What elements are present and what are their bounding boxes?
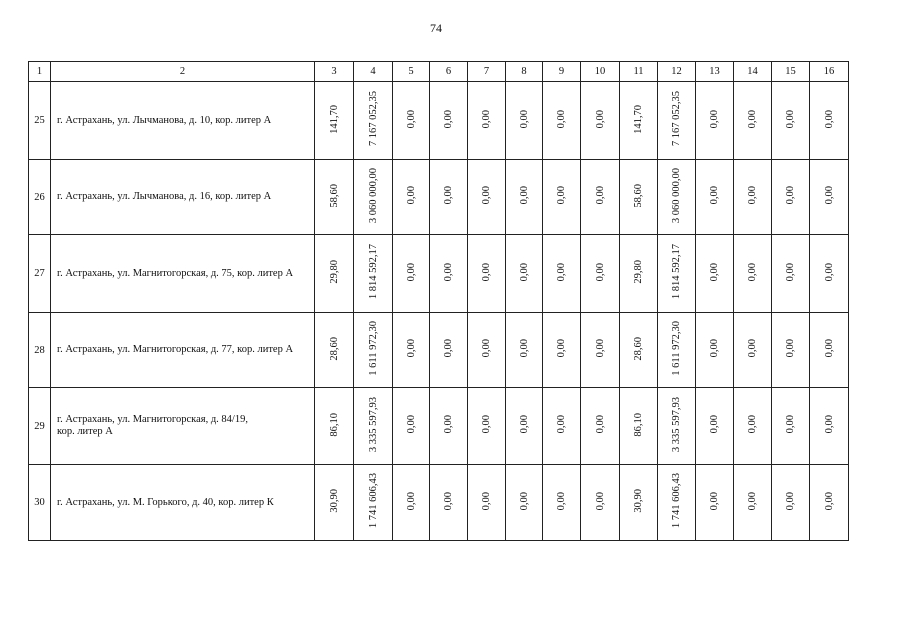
value-cell: [354, 235, 393, 313]
row-number: 30: [29, 465, 51, 541]
value-text: 0,00: [556, 491, 567, 511]
value-text: 86,10: [633, 412, 644, 437]
value-cell: [581, 82, 620, 160]
value-text: 0,00: [481, 186, 492, 205]
value-cell: [772, 235, 810, 313]
value-cell: [658, 313, 696, 388]
value-text: 3 335 597,93: [671, 396, 682, 453]
value-cell: [810, 82, 849, 160]
value-text: 0,00: [556, 109, 567, 129]
value-text: 7 167 052,35: [671, 91, 682, 147]
page-number: 74: [430, 21, 442, 35]
value-text: 29,80: [633, 260, 644, 284]
table-row: [29, 313, 849, 388]
value-text: 0,00: [747, 109, 758, 129]
value-cell: [430, 235, 468, 313]
value-cell: [468, 235, 506, 313]
value-cell: [581, 465, 620, 541]
value-text: 0,00: [709, 262, 720, 282]
data-table: [28, 61, 849, 541]
value-cell: [658, 388, 696, 465]
value-cell: [315, 235, 354, 313]
value-cell: [543, 388, 581, 465]
value-cell: [430, 388, 468, 465]
value-text: 0,00: [518, 262, 530, 282]
value-cell: [506, 388, 543, 465]
value-cell: [696, 82, 734, 160]
column-header-10: 10: [581, 62, 620, 82]
value-cell: [581, 313, 620, 388]
value-cell: [734, 160, 772, 235]
value-cell: [620, 388, 658, 465]
column-header-14: 14: [734, 62, 772, 82]
row-number: 27: [29, 235, 51, 313]
value-text: 3 060 000,00: [671, 167, 682, 224]
value-cell: [810, 388, 849, 465]
value-text: 0,00: [823, 109, 835, 129]
value-cell: [315, 388, 354, 465]
value-text: 30,90: [328, 489, 340, 513]
value-text: 0,00: [823, 339, 835, 358]
value-cell: [506, 313, 543, 388]
table-row: [29, 465, 849, 541]
value-cell: [810, 235, 849, 313]
value-text: 0,00: [518, 186, 530, 205]
value-cell: [506, 160, 543, 235]
address-cell: г. Астрахань, ул. Магнитогорская, д. 75, кор. литер А: [51, 235, 315, 313]
column-header-13: 13: [696, 62, 734, 82]
value-text: 0,00: [594, 415, 606, 434]
value-cell: [315, 465, 354, 541]
value-text: 0,00: [405, 415, 417, 434]
value-cell: [354, 313, 393, 388]
address-cell: г. Астрахань, ул. Магнитогорская, д. 77, кор. литер А: [51, 313, 315, 388]
value-cell: [393, 235, 430, 313]
value-cell: [734, 465, 772, 541]
value-text: 0,00: [556, 339, 567, 358]
column-header-5: 5: [393, 62, 430, 82]
value-cell: [620, 82, 658, 160]
value-cell: [772, 313, 810, 388]
value-cell: [468, 82, 506, 160]
value-text: 0,00: [747, 262, 758, 282]
value-cell: [658, 235, 696, 313]
value-cell: [468, 313, 506, 388]
value-text: 0,00: [518, 491, 530, 511]
table-row: [29, 160, 849, 235]
column-header-8: 8: [506, 62, 543, 82]
value-cell: [430, 160, 468, 235]
column-header-6: 6: [430, 62, 468, 82]
value-text: 3 335 597,93: [367, 396, 379, 453]
value-cell: [696, 160, 734, 235]
table-row: [29, 82, 849, 160]
value-cell: [393, 160, 430, 235]
value-text: 1 611 972,30: [367, 321, 379, 376]
column-header-11: 11: [620, 62, 658, 82]
value-text: 0,00: [823, 186, 835, 205]
value-text: 0,00: [709, 186, 720, 205]
value-cell: [620, 465, 658, 541]
value-text: 0,00: [785, 262, 796, 282]
value-text: 58,60: [633, 183, 644, 208]
value-text: 0,00: [481, 339, 492, 358]
value-text: 0,00: [823, 415, 835, 434]
value-cell: [543, 313, 581, 388]
value-cell: [810, 160, 849, 235]
value-cell: [810, 465, 849, 541]
value-text: 0,00: [785, 186, 796, 205]
value-text: 0,00: [443, 339, 454, 358]
value-text: 0,00: [405, 262, 417, 282]
value-text: 0,00: [443, 186, 454, 205]
value-cell: [354, 465, 393, 541]
value-text: 0,00: [481, 262, 492, 282]
value-cell: [430, 313, 468, 388]
value-cell: [734, 388, 772, 465]
value-text: 0,00: [823, 491, 835, 511]
column-header-3: 3: [315, 62, 354, 82]
value-text: 0,00: [594, 491, 606, 511]
value-cell: [658, 465, 696, 541]
value-text: 0,00: [709, 491, 720, 511]
value-text: 0,00: [518, 109, 530, 129]
value-text: 1 814 592,17: [367, 244, 379, 300]
value-cell: [468, 465, 506, 541]
value-cell: [581, 235, 620, 313]
value-cell: [696, 388, 734, 465]
value-cell: [734, 313, 772, 388]
value-text: 0,00: [785, 109, 796, 129]
value-cell: [543, 465, 581, 541]
value-text: 0,00: [443, 491, 454, 511]
table-row: [29, 235, 849, 313]
value-text: 0,00: [556, 262, 567, 282]
address-cell: г. Астрахань, ул. Магнитогорская, д. 84/19, кор. литер А: [51, 388, 315, 465]
column-header-16: 16: [810, 62, 849, 82]
value-cell: [772, 388, 810, 465]
value-text: 0,00: [747, 415, 758, 434]
value-text: 30,90: [633, 489, 644, 513]
row-number: 29: [29, 388, 51, 465]
value-text: 28,60: [633, 336, 644, 361]
value-text: 0,00: [709, 109, 720, 129]
value-cell: [543, 82, 581, 160]
value-text: 86,10: [328, 412, 340, 437]
value-text: 0,00: [518, 339, 530, 358]
value-text: 1 741 606,43: [671, 473, 682, 529]
value-cell: [810, 313, 849, 388]
column-header-7: 7: [468, 62, 506, 82]
value-text: 0,00: [709, 415, 720, 434]
value-cell: [430, 465, 468, 541]
value-cell: [506, 465, 543, 541]
value-cell: [393, 82, 430, 160]
value-text: 0,00: [747, 186, 758, 205]
value-text: 0,00: [594, 109, 606, 129]
row-number: 26: [29, 160, 51, 235]
value-cell: [543, 235, 581, 313]
value-text: 0,00: [823, 262, 835, 282]
value-text: 7 167 052,35: [367, 91, 379, 147]
column-header-4: 4: [354, 62, 393, 82]
value-text: 58,60: [328, 183, 340, 208]
value-cell: [393, 465, 430, 541]
value-cell: [393, 388, 430, 465]
value-cell: [315, 82, 354, 160]
value-cell: [696, 235, 734, 313]
column-header-1: 1: [29, 62, 51, 82]
value-text: 0,00: [747, 491, 758, 511]
value-text: 0,00: [747, 339, 758, 358]
value-text: 0,00: [405, 186, 417, 205]
value-cell: [620, 313, 658, 388]
value-text: 0,00: [594, 186, 606, 205]
value-cell: [506, 235, 543, 313]
value-text: 0,00: [785, 339, 796, 358]
value-cell: [354, 160, 393, 235]
value-cell: [658, 160, 696, 235]
value-cell: [354, 388, 393, 465]
value-cell: [734, 235, 772, 313]
address-cell: г. Астрахань, ул. Лычманова, д. 16, кор. литер А: [51, 160, 315, 235]
row-number: 25: [29, 82, 51, 160]
address-cell: г. Астрахань, ул. М. Горького, д. 40, кор. литер К: [51, 465, 315, 541]
value-text: 1 611 972,30: [671, 321, 682, 376]
column-header-12: 12: [658, 62, 696, 82]
value-cell: [581, 160, 620, 235]
value-cell: [315, 313, 354, 388]
value-text: 0,00: [785, 491, 796, 511]
value-text: 3 060 000,00: [367, 167, 379, 224]
value-text: 0,00: [481, 109, 492, 129]
value-cell: [772, 465, 810, 541]
value-text: 0,00: [709, 339, 720, 358]
value-cell: [620, 235, 658, 313]
column-header-9: 9: [543, 62, 581, 82]
value-cell: [734, 82, 772, 160]
value-cell: [581, 388, 620, 465]
value-text: 141,70: [633, 104, 644, 134]
value-cell: [393, 313, 430, 388]
value-cell: [354, 82, 393, 160]
header-row: [29, 62, 849, 82]
value-cell: [658, 82, 696, 160]
value-text: 0,00: [556, 186, 567, 205]
value-cell: [772, 160, 810, 235]
value-cell: [506, 82, 543, 160]
value-cell: [772, 82, 810, 160]
value-text: 0,00: [443, 262, 454, 282]
value-cell: [315, 160, 354, 235]
value-text: 28,60: [328, 336, 340, 361]
row-number: 28: [29, 313, 51, 388]
value-text: 0,00: [405, 339, 417, 358]
value-text: 1 741 606,43: [367, 473, 379, 529]
value-text: 29,80: [328, 260, 340, 284]
value-text: 0,00: [518, 415, 530, 434]
value-text: 0,00: [785, 415, 796, 434]
value-cell: [468, 160, 506, 235]
value-text: 0,00: [443, 415, 454, 434]
value-text: 0,00: [481, 491, 492, 511]
value-cell: [696, 465, 734, 541]
value-cell: [430, 82, 468, 160]
address-cell: г. Астрахань, ул. Лычманова, д. 10, кор. литер А: [51, 82, 315, 160]
table-row: [29, 388, 849, 465]
column-header-15: 15: [772, 62, 810, 82]
value-text: 0,00: [443, 109, 454, 129]
value-text: 0,00: [594, 262, 606, 282]
value-cell: [468, 388, 506, 465]
value-text: 0,00: [594, 339, 606, 358]
value-text: 0,00: [405, 491, 417, 511]
value-text: 141,70: [328, 104, 340, 134]
value-cell: [696, 313, 734, 388]
column-header-2: 2: [51, 62, 315, 82]
value-text: 0,00: [481, 415, 492, 434]
value-text: 1 814 592,17: [671, 244, 682, 300]
value-cell: [543, 160, 581, 235]
value-cell: [620, 160, 658, 235]
value-text: 0,00: [556, 415, 567, 434]
value-text: 0,00: [405, 109, 417, 129]
